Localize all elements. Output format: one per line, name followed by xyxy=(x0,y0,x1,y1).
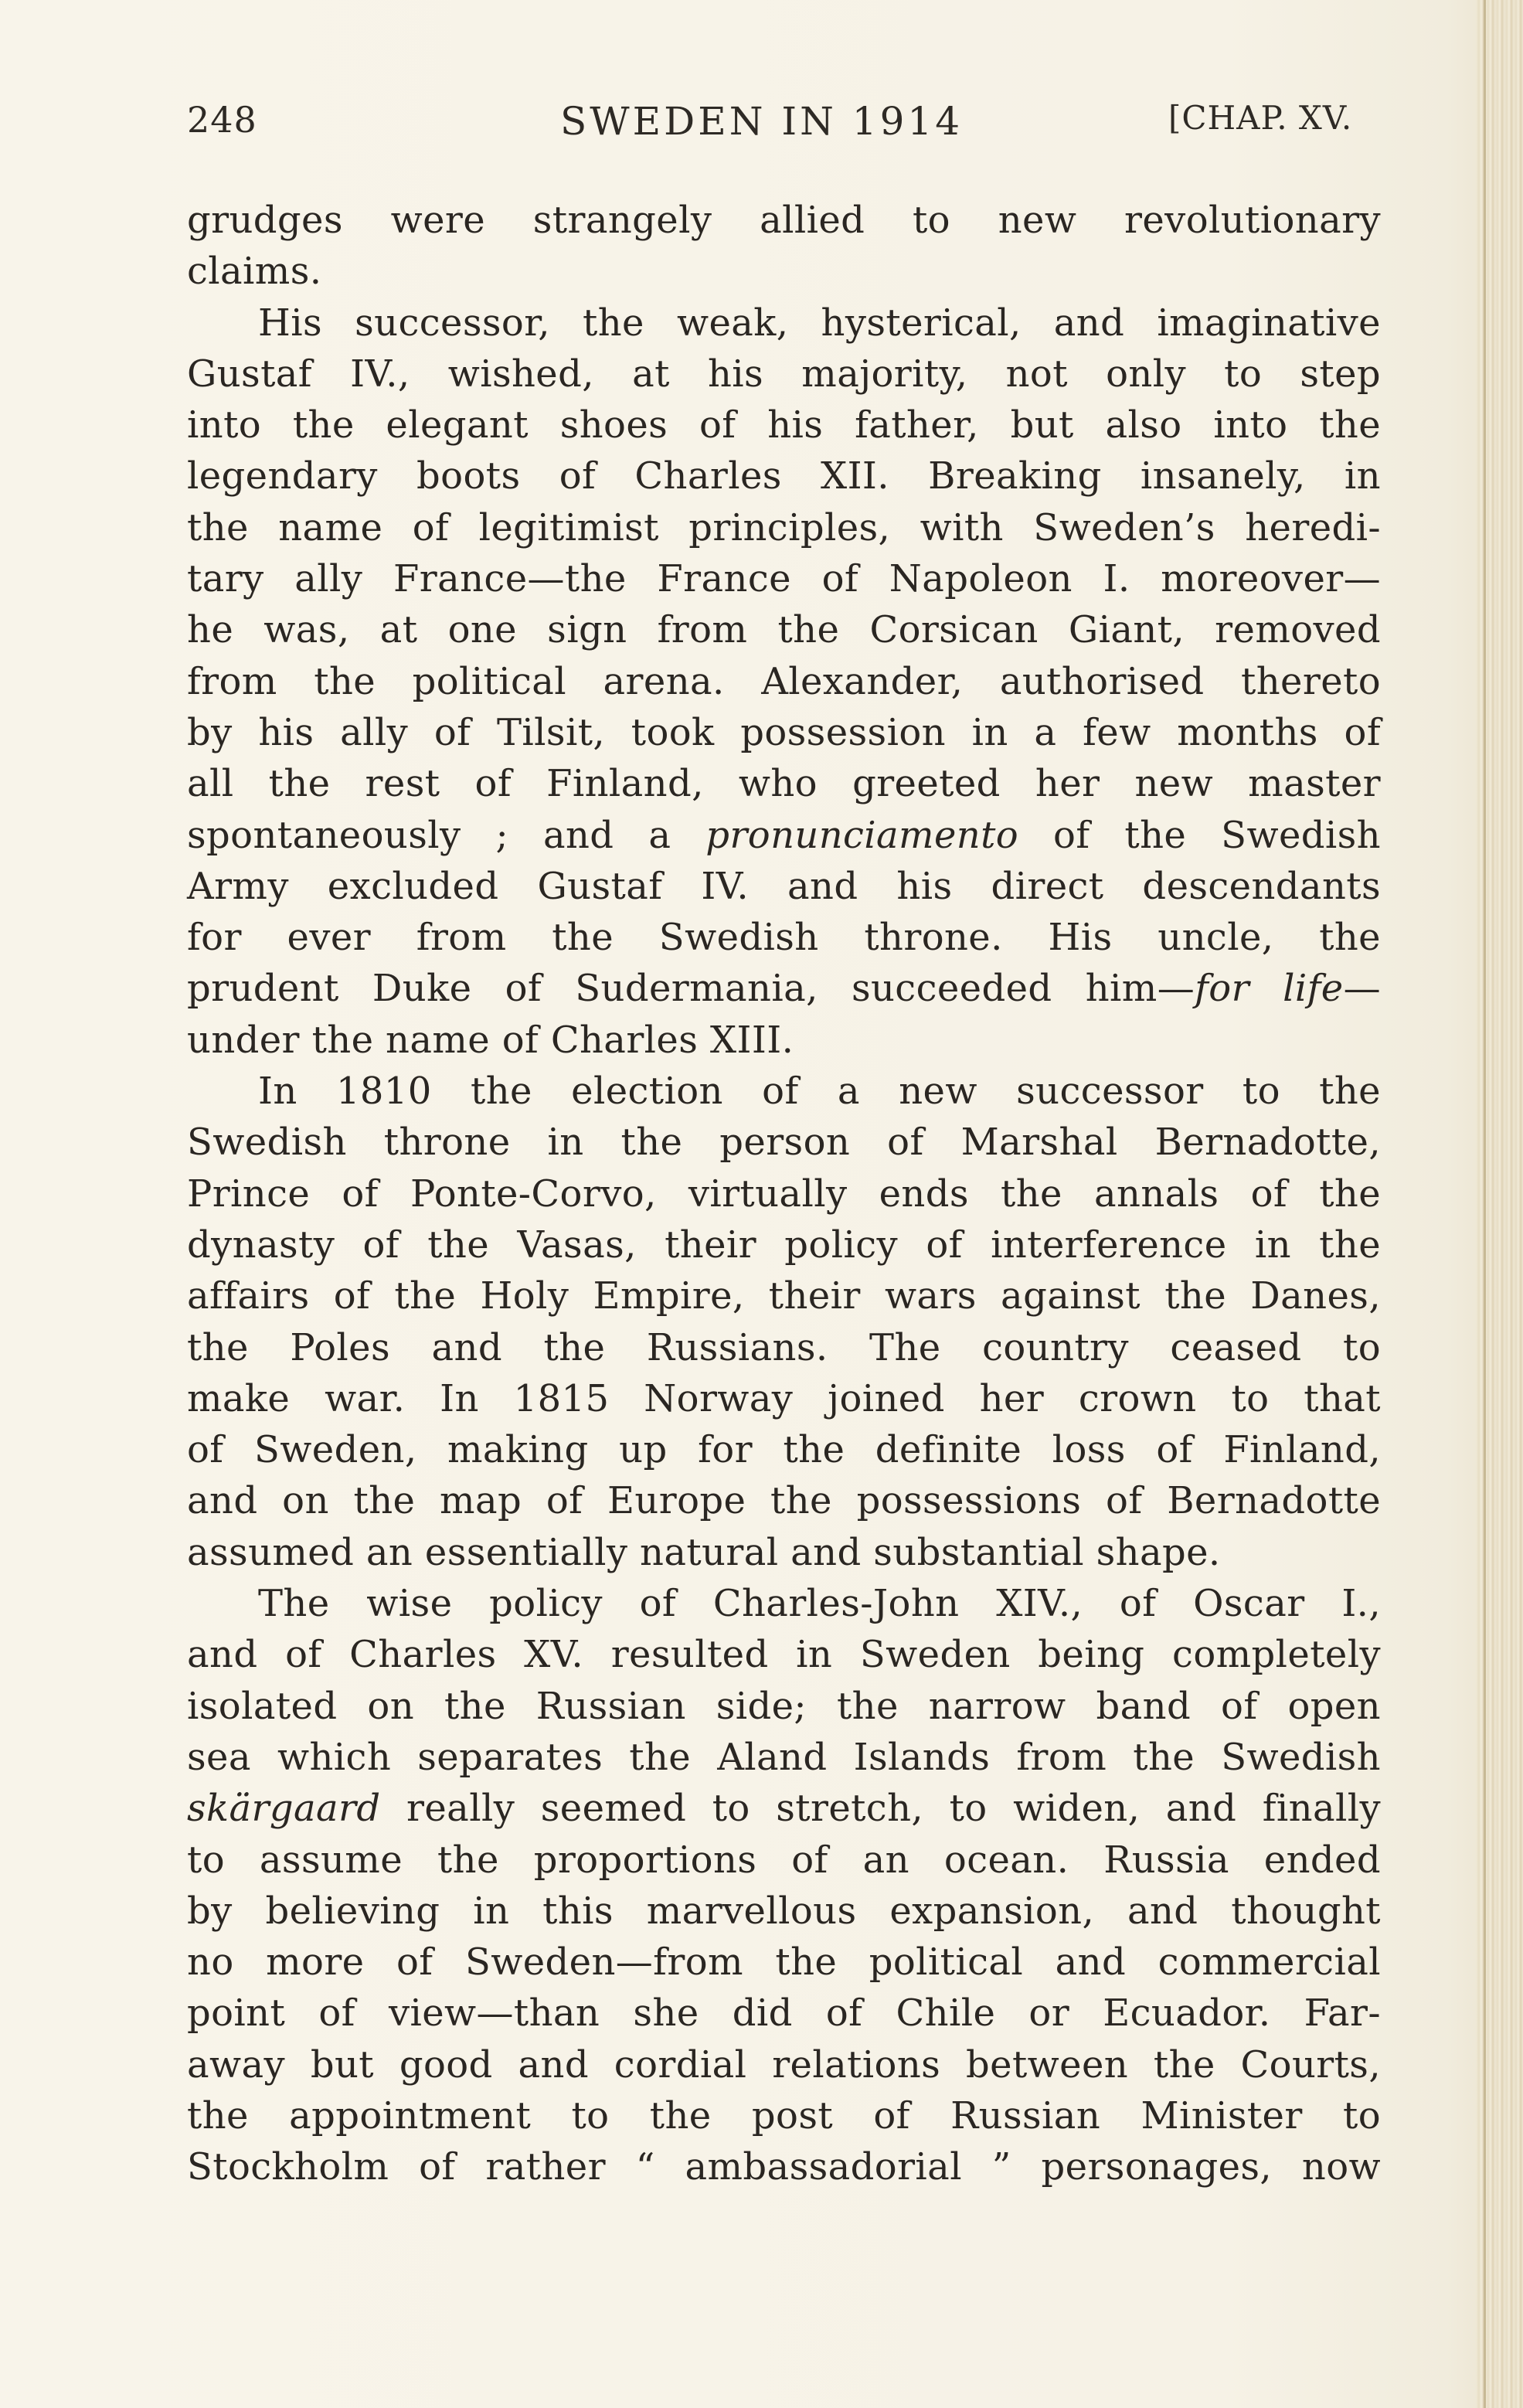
text-line: the name of legitimist principles, with Sweden’s heredi- xyxy=(187,505,1381,549)
chapter-reference: [CHAP. XV. xyxy=(1168,99,1353,137)
text-line: grudges were strangely allied to new revolutionary xyxy=(187,199,1381,242)
text-line: by believing in this marvellous expansion, and thought xyxy=(187,1889,1381,1933)
text-line: under the name of Charles XIII. xyxy=(187,1018,794,1062)
text-line: make war. In 1815 Norway joined her crown to that xyxy=(187,1376,1381,1420)
text-line: away but good and cordial relations between the Courts, xyxy=(187,2042,1381,2087)
text-line: Swedish throne in the person of Marshal Bernadotte, xyxy=(187,1121,1381,1165)
text-line: In 1810 the election of a new successor to the xyxy=(258,1070,1381,1114)
body-text xyxy=(187,195,1381,2193)
text-line xyxy=(187,810,1381,861)
running-title: SWEDEN IN 1914 xyxy=(560,99,964,144)
text-line: Gustaf IV., wished, at his majority, not only to step xyxy=(187,352,1381,396)
text-line: assumed an essentially natural and substantial shape. xyxy=(187,1530,1221,1574)
text-line: of Sweden, making up for the definite loss of Finland, xyxy=(187,1428,1381,1472)
text-segment: prudent Duke of Sudermania, succeeded him— xyxy=(187,967,1195,1011)
text-line: affairs of the Holy Empire, their wars against the Danes, xyxy=(187,1274,1381,1318)
running-header xyxy=(187,99,1377,168)
italic-term: pronunciamento xyxy=(705,813,1019,857)
text-line: The wise policy of Charles-John XIV., of Oscar I., xyxy=(258,1582,1381,1626)
text-segment: of the Swedish xyxy=(1053,813,1381,857)
text-line: for ever from the Swedish throne. His uncle, the xyxy=(187,916,1381,960)
text-line: legendary boots of Charles XII. Breaking insanely, in xyxy=(187,454,1381,498)
text-line: His successor, the weak, hysterical, and imaginative xyxy=(258,301,1381,345)
text-line: the Poles and the Russians. The country ceased to xyxy=(187,1325,1381,1369)
text-line: point of view—than she did of Chile or Ecuador. Far- xyxy=(187,1991,1381,2036)
text-line: by his ally of Tilsit, took possession in a few months of xyxy=(187,710,1381,754)
italic-term: for life xyxy=(1195,967,1344,1011)
text-line: the appointment to the post of Russian Minister to xyxy=(187,2093,1381,2138)
text-line: to assume the proportions of an ocean. Russia ended xyxy=(187,1838,1381,1882)
text-segment: really seemed to stretch, to widen, and finally xyxy=(406,1787,1381,1831)
text-segment: — xyxy=(1343,967,1381,1011)
text-line: Army excluded Gustaf IV. and his direct descendants xyxy=(187,864,1381,908)
text-line xyxy=(187,1783,1381,1834)
text-line: Stockholm of rather “ ambassadorial ” personages, now xyxy=(187,2145,1381,2189)
text-line: from the political arena. Alexander, authorised thereto xyxy=(187,659,1381,703)
text-line: all the rest of Finland, who greeted her new master xyxy=(187,762,1381,806)
text-line: claims. xyxy=(187,250,322,294)
text-line: and on the map of Europe the possessions of Bernadotte xyxy=(187,1479,1381,1523)
text-line: into the elegant shoes of his father, but also into the xyxy=(187,403,1381,447)
text-line: isolated on the Russian side; the narrow band of open xyxy=(187,1684,1381,1728)
page-edge-line xyxy=(1484,0,1486,2408)
text-line: dynasty of the Vasas, their policy of interference in the xyxy=(187,1223,1381,1267)
text-line: no more of Sweden—from the political and commercial xyxy=(187,1940,1381,1985)
text-line: he was, at one sign from the Corsican Giant, removed xyxy=(187,608,1381,652)
text-line: and of Charles XV. resulted in Sweden being completely xyxy=(187,1633,1381,1677)
text-line: sea which separates the Aland Islands from the Swedish xyxy=(187,1735,1381,1779)
page-number: 248 xyxy=(187,99,257,141)
text-line xyxy=(187,963,1381,1014)
italic-term: skärgaard xyxy=(187,1787,381,1831)
text-line: Prince of Ponte-Corvo, virtually ends the annals of the xyxy=(187,1172,1381,1216)
text-segment: spontaneously ; and a xyxy=(187,813,671,857)
text-line: tary ally France—the France of Napoleon I. moreover— xyxy=(187,557,1381,601)
